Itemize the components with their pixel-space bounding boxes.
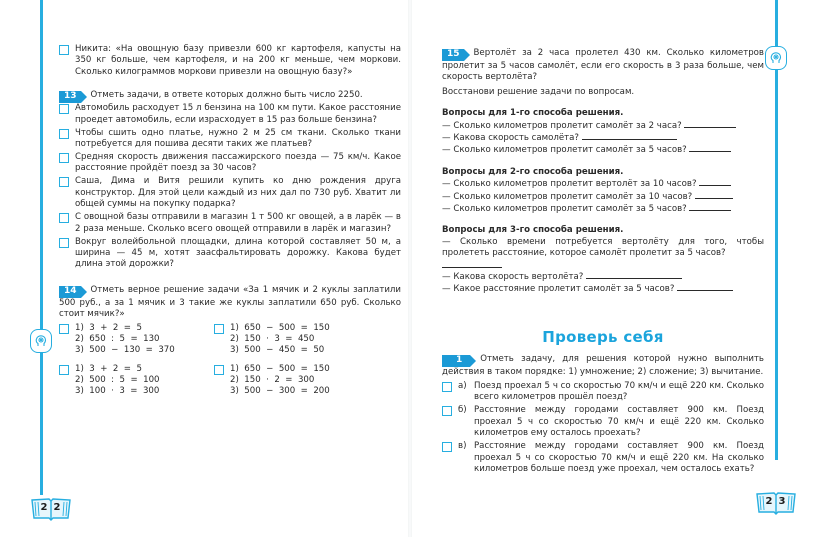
task-14-header: [59, 285, 401, 321]
question-line: [442, 283, 764, 295]
option-text: Расстояние между городами составляет 900 км. Поезд проехал 5 ч со скоростью 70 км/ч и ещё 220 км. Сколько километров ему осталось проехать?: [474, 405, 764, 439]
check-task-1-header: [442, 354, 764, 378]
answer-blank[interactable]: [699, 178, 731, 186]
answer-checkbox[interactable]: [59, 45, 69, 55]
answer-checkbox[interactable]: [59, 213, 69, 223]
answer-checkbox[interactable]: [59, 177, 69, 187]
question-text: — Какова скорость самолёта?: [442, 133, 579, 144]
answer-option: [59, 176, 401, 210]
task-prompt: Отметь верное решение задачи «За 1 мячик и 2 куклы заплатили 500 руб., а за 1 мячик и 3 такие же куклы заплатили 650 руб. Сколько стоит мячик?»: [59, 284, 401, 320]
task-number-badge: 13: [59, 91, 81, 103]
answer-checkbox[interactable]: [59, 129, 69, 139]
page-number-digit: 2: [765, 496, 773, 507]
option-letter: а): [458, 380, 467, 391]
answer-checkbox[interactable]: [214, 365, 224, 375]
option-letter: в): [458, 441, 467, 452]
solution-step: 2) 150 · 3 = 450: [230, 333, 315, 344]
answer-blank[interactable]: [689, 144, 731, 152]
question-text: — Сколько километров пролетит самолёт за 5 часов?: [442, 145, 687, 156]
solution-option: [214, 364, 384, 398]
question-text: — Сколько километров пролетит самолёт за 5 часов?: [442, 204, 687, 215]
method-1-title: Вопросы для 1-го способа решения.: [442, 108, 624, 119]
answer-blank[interactable]: [684, 120, 736, 128]
question-line: [442, 178, 764, 190]
question-text: — Сколько километров пролетит самолёт за 2 часа?: [442, 120, 682, 131]
question-text: — Сколько километров пролетит самолёт за 10 часов?: [442, 191, 693, 202]
task-number-badge: 14: [59, 286, 81, 298]
section-title: Проверь себя: [542, 327, 664, 346]
question-text: — Сколько километров пролетит вертолёт за 10 часов?: [442, 179, 697, 190]
task-prompt: Отметь задачи, в ответе которых должно быть число 2250.: [90, 90, 363, 101]
left-page-content: [59, 44, 401, 397]
option-text: Чтобы сшить одно платье, нужно 2 м 25 см ткани. Сколько ткани потребуется для пошива десяти таких же платьев?: [75, 127, 401, 150]
answer-checkbox[interactable]: [59, 324, 69, 334]
solution-option: [214, 323, 384, 357]
task-13-header: [59, 90, 401, 103]
task-number-badge: 1: [442, 355, 470, 367]
answer-option: [442, 441, 764, 475]
brain-head-icon: [765, 46, 787, 70]
solution-step: 2) 150 · 2 = 300: [230, 374, 315, 385]
option-text: С овощной базы отправили в магазин 1 т 500 кг овощей, а в ларёк — в 2 раза меньше. Сколько всего овощей отправили в ларёк и магазин?: [75, 212, 401, 234]
answer-checkbox[interactable]: [59, 104, 69, 114]
solution-option: [59, 323, 214, 357]
solution-step: 1) 3 + 2 = 5: [75, 363, 142, 374]
brain-head-icon: [30, 329, 52, 353]
option-text: Вокруг волейбольной площадки, длина которой составляет 50 м, а ширина — 45 м, хотят заасфальтировать дорожку. Какова будет длина этой дорожки?: [75, 236, 401, 270]
question-line: [442, 144, 764, 156]
answer-blank[interactable]: [695, 191, 733, 199]
answer-option: [442, 381, 764, 404]
task-instruction: Восстанови решение задачи по вопросам.: [442, 86, 635, 97]
question-line: [442, 203, 764, 215]
answer-option: [59, 44, 401, 78]
answer-option: [59, 128, 401, 151]
page-number-book-icon: [755, 490, 797, 516]
page-number-digit: 2: [40, 502, 48, 513]
right-page-content: [442, 44, 764, 477]
answer-checkbox[interactable]: [442, 382, 452, 392]
question-text: — Какое расстояние пролетит самолёт за 5 часов?: [442, 284, 675, 295]
solution-step: 3) 500 − 130 = 370: [75, 345, 175, 356]
option-text: Автомобиль расходует 15 л бензина на 100 км пути. Какое расстояние проедет автомобиль, если израсходует в 15 раз больше бензина?: [75, 103, 401, 125]
answer-option: [442, 405, 764, 439]
solution-step: 3) 500 − 450 = 50: [230, 345, 325, 356]
solution-step: 1) 3 + 2 = 5: [75, 322, 142, 333]
left-margin-line: [40, 0, 43, 495]
task-prompt: Вертолёт за 2 часа пролетел 430 км. Сколько километров пролетит за 5 часов самолёт, если его скорость в 3 раза больше, чем скорость вертолёта?: [442, 48, 764, 83]
solution-options: [59, 323, 401, 398]
page-number-digit: 2: [53, 502, 61, 513]
solution-step: 2) 500 : 5 = 100: [75, 374, 160, 385]
method-3-title: Вопросы для 3-го способа решения.: [442, 225, 624, 236]
option-text: Расстояние между городами составляет 900 км. Поезд проехал 5 ч со скоростью 70 км/ч и ещё 220 км. На сколько километров больше поезд уже проехал, чем осталось ехать?: [474, 441, 764, 474]
option-text: Средняя скорость движения пассажирского поезда — 75 км/ч. Какое расстояние пройдёт поезд за 30 часов?: [75, 152, 401, 174]
solution-step: 3) 500 − 300 = 200: [230, 386, 330, 397]
task-number-badge: 15: [442, 49, 464, 61]
answer-checkbox[interactable]: [442, 442, 452, 452]
question-line: [442, 120, 764, 132]
page-number-digit: 3: [778, 496, 786, 507]
question-text: — Какова скорость вертолёта?: [442, 271, 584, 282]
answer-checkbox[interactable]: [59, 153, 69, 163]
solution-step: 2) 650 : 5 = 130: [75, 333, 160, 344]
answer-option: [59, 152, 401, 175]
answer-checkbox[interactable]: [442, 406, 452, 416]
option-letter: б): [458, 405, 467, 416]
answer-option: [59, 237, 401, 271]
question-line: [442, 132, 764, 144]
option-text: Саша, Дима и Витя решили купить ко дню рождения друга конструктор. Для этой цели каждый из них дал по 730 руб. Хватит ли общей суммы на покупку подарка?: [75, 176, 401, 210]
page-number-book-icon: [30, 496, 72, 522]
solution-step: 1) 650 − 500 = 150: [230, 322, 330, 333]
answer-checkbox[interactable]: [59, 238, 69, 248]
solution-option: [59, 364, 214, 398]
task-15-header: [442, 48, 764, 84]
answer-checkbox[interactable]: [59, 365, 69, 375]
option-text: Никита: «На овощную базу привезли 600 кг картофеля, капусты на 350 кг больше, чем картофеля, и на 200 кг меньше, чем моркови. Сколько килограммов моркови привезли на овощную базу?»: [75, 44, 401, 77]
solution-step: 1) 650 − 500 = 150: [230, 363, 330, 374]
answer-blank[interactable]: [442, 260, 502, 268]
answer-blank[interactable]: [689, 203, 731, 211]
answer-checkbox[interactable]: [214, 324, 224, 334]
answer-option: [59, 103, 401, 126]
solution-step: 3) 100 · 3 = 300: [75, 386, 160, 397]
option-text: Поезд проехал 5 ч со скоростью 70 км/ч и ещё 220 км. Сколько всего километров прошёл поезд?: [474, 380, 764, 403]
answer-blank[interactable]: [582, 132, 677, 140]
method-2-title: Вопросы для 2-го способа решения.: [442, 166, 624, 177]
question-line: [442, 191, 764, 203]
task-prompt: Отметь задачу, для решения которой нужно выполнить действия в таком порядке: 1) умножение; 2) сложение; 3) вычитание.: [442, 353, 764, 377]
question-text: — Сколько времени потребуется вертолёту для того, чтобы пролететь расстояние, которое самолёт пролетит за 5 часов?: [442, 236, 764, 259]
question-line: [442, 271, 764, 283]
answer-option: [59, 212, 401, 235]
answer-blank[interactable]: [677, 283, 733, 291]
answer-blank[interactable]: [586, 271, 682, 279]
